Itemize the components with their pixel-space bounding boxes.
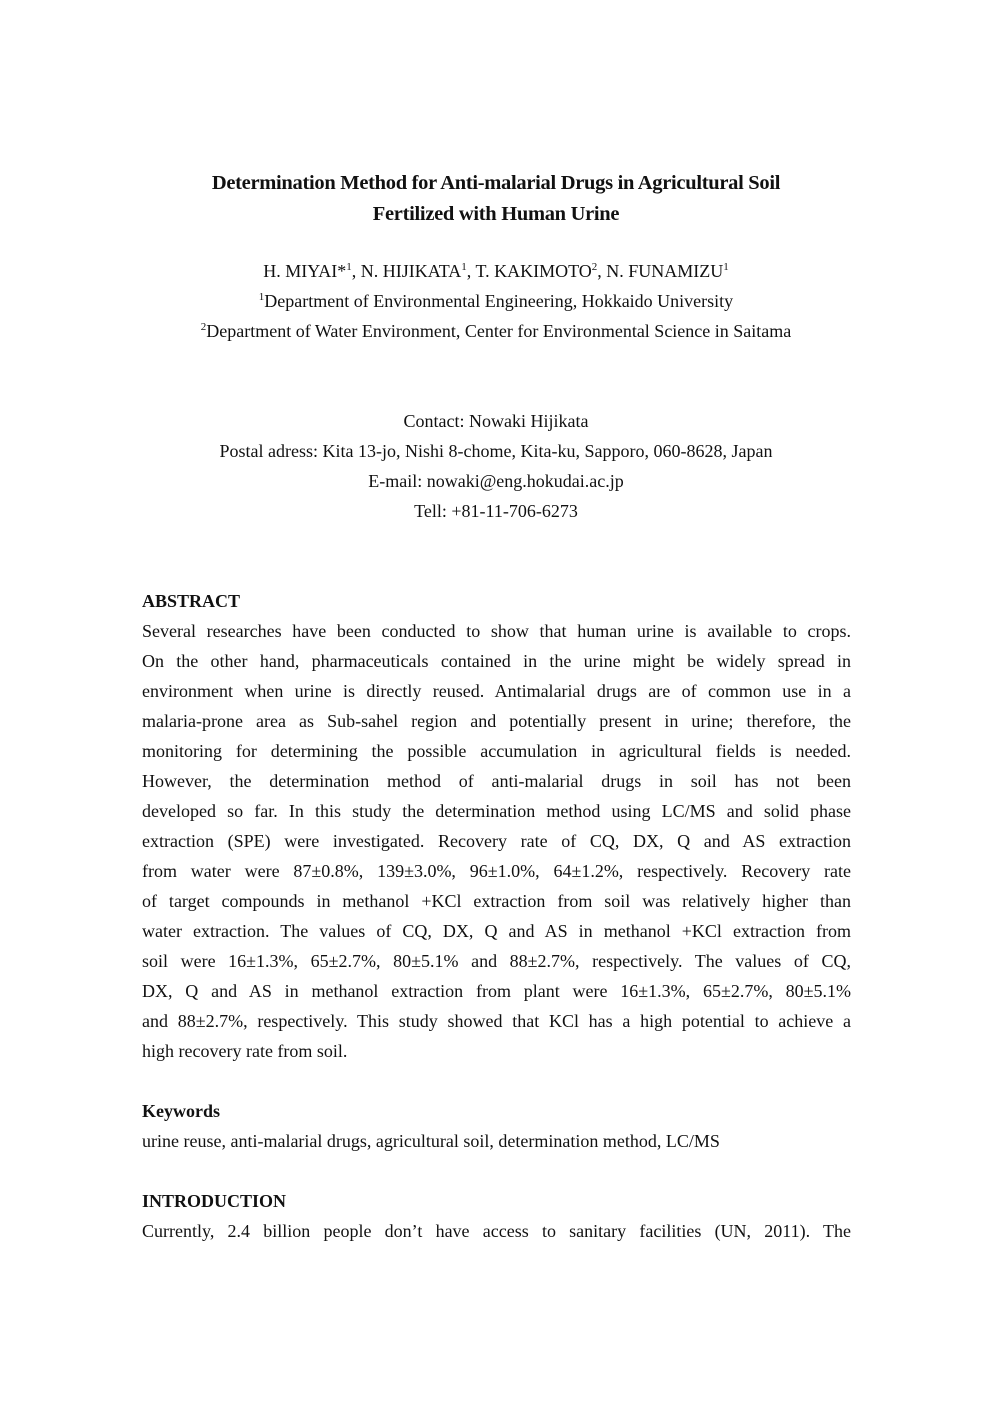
title-line-2: Fertilized with Human Urine	[372, 203, 620, 225]
author-4: , N. FUNAMIZU	[597, 261, 724, 281]
abstract-line: from water were 87±0.8%, 139±3.0%, 96±1.0%, 64±1.2%, respectively. Recovery rate	[142, 861, 851, 881]
affiliation-2-text: Department of Water Environment, Center for Environmental Science in Saitama	[206, 321, 792, 341]
author-3: , T. KAKIMOTO	[466, 261, 592, 281]
contact-block	[140, 406, 852, 526]
abstract-line: developed so far. In this study the determination method using LC/MS and solid phase	[142, 801, 851, 821]
affiliation-2	[140, 316, 852, 346]
abstract-line: Several researches have been conducted to show that human urine is available to crops.	[142, 621, 851, 641]
author-list	[140, 256, 852, 286]
abstract-line: However, the determination method of anti-malarial drugs in soil has not been	[142, 771, 851, 791]
abstract-heading: ABSTRACT	[142, 591, 241, 611]
keywords-body	[142, 1126, 851, 1156]
abstract-line: monitoring for determining the possible accumulation in agricultural fields is needed.	[142, 741, 851, 761]
keywords-text: urine reuse, anti-malarial drugs, agricultural soil, determination method, LC/MS	[142, 1131, 720, 1151]
introduction-heading: INTRODUCTION	[142, 1191, 287, 1211]
abstract-line: water extraction. The values of CQ, DX, Q and AS in methanol +KCl extraction from	[142, 921, 851, 941]
abstract-line: and 88±2.7%, respectively. This study showed that KCl has a high potential to achieve a	[142, 1011, 851, 1031]
contact-postal-address: Postal adress: Kita 13-jo, Nishi 8-chome, Kita-ku, Sapporo, 060-8628, Japan	[219, 441, 773, 461]
contact-telephone: Tell: +81-11-706-6273	[414, 501, 578, 521]
author-block	[140, 256, 852, 346]
author-4-affiliation-mark: 1	[723, 261, 729, 273]
title-line-1: Determination Method for Anti-malarial Drugs in Agricultural Soil	[211, 172, 781, 194]
paper-title	[140, 168, 852, 230]
author-2: , N. HIJIKATA	[351, 261, 462, 281]
author-2-affiliation-mark: 1	[461, 261, 467, 273]
abstract-line: malaria-prone area as Sub-sahel region and potentially present in urine; therefore, the	[142, 711, 851, 731]
author-1: H. MIYAI*	[263, 261, 347, 281]
abstract-line: soil were 16±1.3%, 65±2.7%, 80±5.1% and 88±2.7%, respectively. The values of CQ,	[142, 951, 851, 971]
affiliation-1-mark: 1	[258, 291, 265, 303]
affiliation-1	[140, 286, 852, 316]
abstract-line: high recovery rate from soil.	[142, 1041, 348, 1061]
abstract-line: environment when urine is directly reused. Antimalarial drugs are of common use in a	[142, 681, 851, 701]
abstract-line: extraction (SPE) were investigated. Recovery rate of CQ, DX, Q and AS extraction	[142, 831, 851, 851]
affiliation-1-text: Department of Environmental Engineering, Hokkaido University	[264, 291, 734, 311]
abstract-body	[142, 616, 851, 1066]
introduction-line: Currently, 2.4 billion people don’t have access to sanitary facilities (UN, 2011). The	[142, 1221, 851, 1241]
author-3-affiliation-mark: 2	[591, 261, 598, 273]
contact-email: E-mail: nowaki@eng.hokudai.ac.jp	[368, 471, 624, 491]
abstract-line: On the other hand, pharmaceuticals contained in the urine might be widely spread in	[142, 651, 851, 671]
keywords-heading: Keywords	[142, 1101, 220, 1121]
contact-name: Contact: Nowaki Hijikata	[403, 411, 589, 431]
abstract-line: of target compounds in methanol +KCl extraction from soil was relatively higher than	[142, 891, 851, 911]
affiliation-2-mark: 2	[200, 321, 207, 333]
introduction-body	[142, 1216, 851, 1246]
abstract-line: DX, Q and AS in methanol extraction from plant were 16±1.3%, 65±2.7%, 80±5.1%	[142, 981, 851, 1001]
author-1-affiliation-mark: 1	[346, 261, 352, 273]
